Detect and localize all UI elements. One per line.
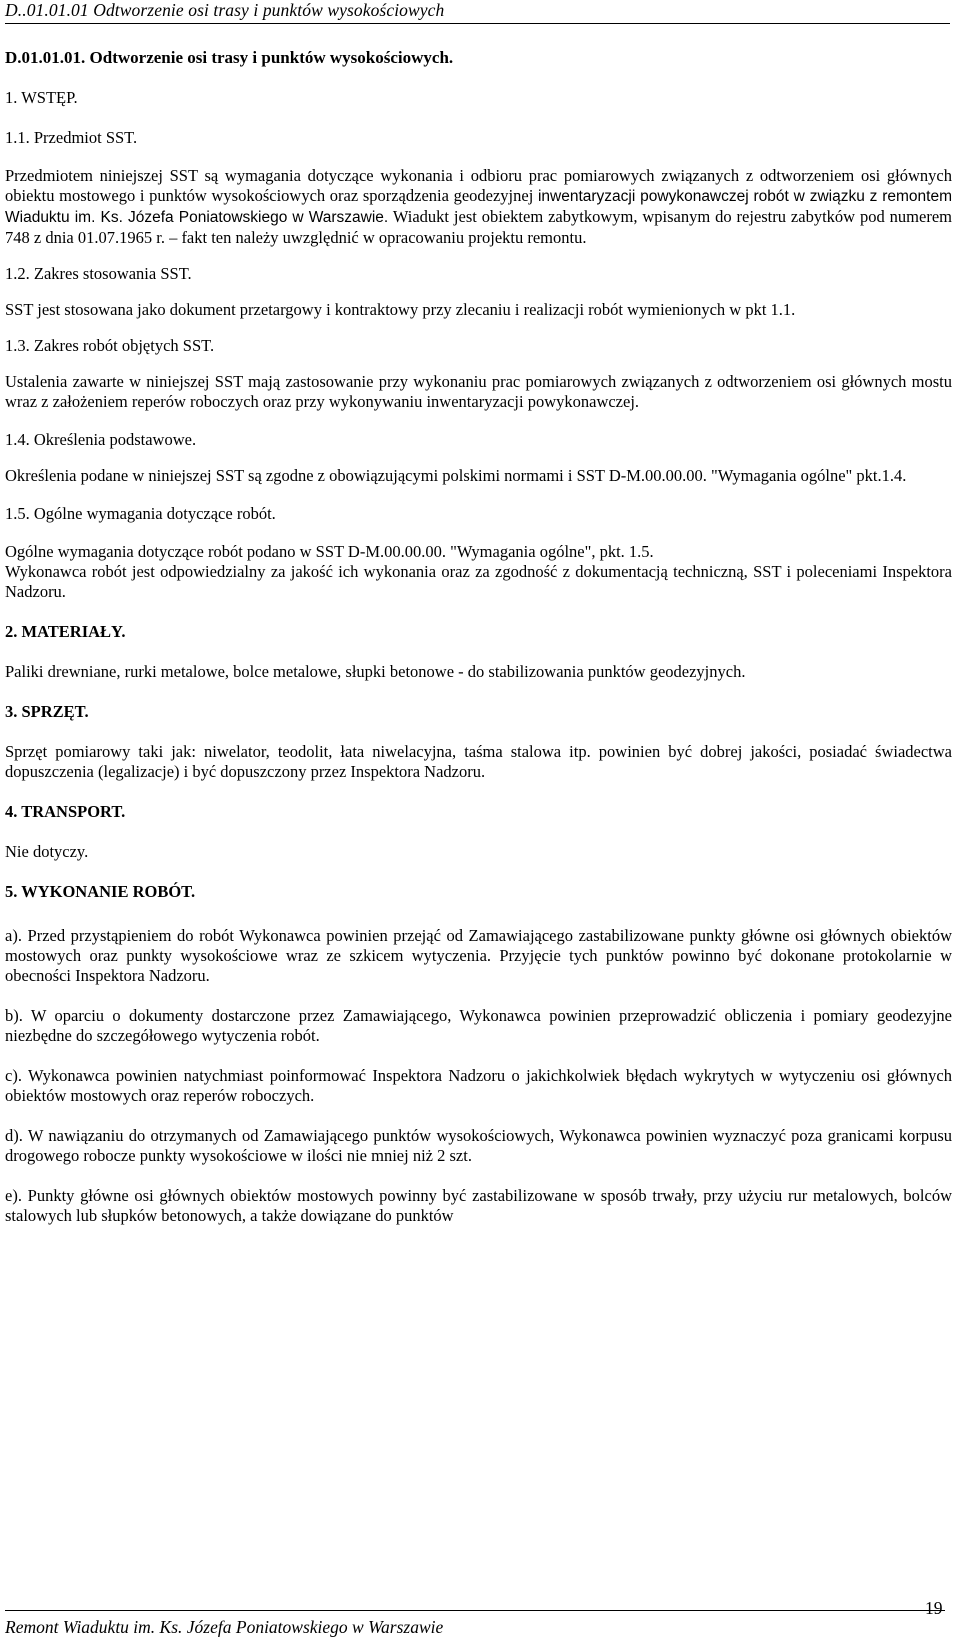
- section-3-heading: 3. SPRZĘT.: [5, 702, 89, 721]
- document-title: D.01.01.01. Odtworzenie osi trasy i punktów wysokościowych.: [5, 48, 454, 67]
- section-5-item-e: e). Punkty główne osi głównych obiektów mostowych powinny być zastabilizowane w sposób trwały, przy użyciu rur metalowych, bolców stalowych lub słupków betonowych, a także dowiązane do punktów: [5, 1186, 952, 1225]
- section-1-4-paragraph: Określenia podane w niniejszej SST są zgodne z obowiązującymi polskimi normami i SST D-M.00.00.00. "Wymagania ogólne" pkt.1.4.: [5, 466, 907, 485]
- footer-title: Remont Wiaduktu im. Ks. Józefa Poniatowskiego w Warszawie: [5, 1617, 444, 1637]
- section-4-paragraph: Nie dotyczy.: [5, 842, 89, 861]
- header-rule: [5, 23, 950, 24]
- section-1-2-paragraph: SST jest stosowana jako dokument przetargowy i kontraktowy przy zlecaniu i realizacji robót wymienionych w pkt 1.1.: [5, 300, 796, 319]
- section-1-4-heading: 1.4. Określenia podstawowe.: [5, 430, 197, 449]
- section-5-item-c: c). Wykonawca powinien natychmiast poinformować Inspektora Nadzoru o jakichkolwiek błędach wykrytych w wytyczeniu osi głównych obiektów mostowych oraz reperów roboczych.: [5, 1066, 952, 1105]
- section-1-1-text-a: Przedmiotem niniejszej SST są wymagania dotyczące wykonania i odbioru prac pomiarowych związanych z odtworzeniem osi głównych obiektu mostowego i punktów wysokościowych oraz sporządzenia geodezyjnej: [5, 166, 952, 205]
- section-1-1-text-b: inwentaryzacji powykonawczej robót w związku z remontem Wiaduktu im. Ks. Józefa Poniatowskiego w Warszawie.: [5, 188, 952, 226]
- section-1-1-text-c: Wiadukt jest obiektem zabytkowym, wpisanym do rejestru zabytków pod numerem 748 z dnia 01.07.1965 r. – fakt ten należy uwzględnić w opracowaniu projektu remontu.: [5, 207, 952, 247]
- section-1-3-paragraph: Ustalenia zawarte w niniejszej SST mają zastosowanie przy wykonaniu prac pomiarowych związanych z odtworzeniem osi głównych mostu wraz z założeniem reperów roboczych oraz przy wykonywaniu inwentaryzacji powykonawczej.: [5, 372, 952, 411]
- running-header: D..01.01.01 Odtworzenie osi trasy i punktów wysokościowych: [5, 0, 445, 20]
- section-1-1-paragraph: [5, 166, 952, 248]
- section-5-item-b: b). W oparciu o dokumenty dostarczone przez Zamawiającego, Wykonawca powinien przeprowadzić obliczenia i pomiary geodezyjne niezbędne do szczegółowego wytyczenia robót.: [5, 1006, 952, 1045]
- section-1-3-heading: 1.3. Zakres robót objętych SST.: [5, 336, 215, 355]
- section-1-heading: 1. WSTĘP.: [5, 88, 78, 107]
- document-body: [5, 48, 952, 1226]
- section-1-5-heading: 1.5. Ogólne wymagania dotyczące robót.: [5, 504, 276, 523]
- section-1-1-heading: 1.1. Przedmiot SST.: [5, 128, 138, 147]
- section-5-item-d: d). W nawiązaniu do otrzymanych od Zamawiającego punktów wysokościowych, Wykonawca powinien wyznaczyć poza granicami korpusu drogowego robocze punkty wysokościowe w ilości nie mniej niż 2 szt.: [5, 1126, 952, 1165]
- section-2-paragraph: Paliki drewniane, rurki metalowe, bolce metalowe, słupki betonowe - do stabilizowania punktów geodezyjnych.: [5, 662, 746, 681]
- section-5-heading: 5. WYKONANIE ROBÓT.: [5, 882, 196, 901]
- section-2-heading: 2. MATERIAŁY.: [5, 622, 126, 641]
- footer-rule: [5, 1610, 945, 1611]
- section-5-item-a: a). Przed przystąpieniem do robót Wykonawca powinien przejąć od Zamawiającego zastabilizowane punkty główne osi głównych obiektów mostowych oraz punkty wysokościowe wraz ze szkicem wytyczenia. Przyjęcie tych punktów powinno być dokonane protokolarnie w obecności Inspektora Nadzoru.: [5, 926, 952, 985]
- section-1-2-heading: 1.2. Zakres stosowania SST.: [5, 264, 192, 283]
- section-3-paragraph: Sprzęt pomiarowy taki jak: niwelator, teodolit, łata niwelacyjna, taśma stalowa itp. powinien być dobrej jakości, posiadać świadectwa dopuszczenia (legalizacje) i być dopuszczony przez Inspektora Nadzoru.: [5, 742, 952, 781]
- section-1-5-paragraph-1: Ogólne wymagania dotyczące robót podano w SST D-M.00.00.00. "Wymagania ogólne", pkt. 1.5.: [5, 542, 654, 561]
- page-number: 19: [925, 1598, 943, 1618]
- section-1-5-paragraph-2: Wykonawca robót jest odpowiedzialny za jakość ich wykonania oraz za zgodność z dokumentacją techniczną, SST i poleceniami Inspektora Nadzoru.: [5, 562, 952, 601]
- section-4-heading: 4. TRANSPORT.: [5, 802, 126, 821]
